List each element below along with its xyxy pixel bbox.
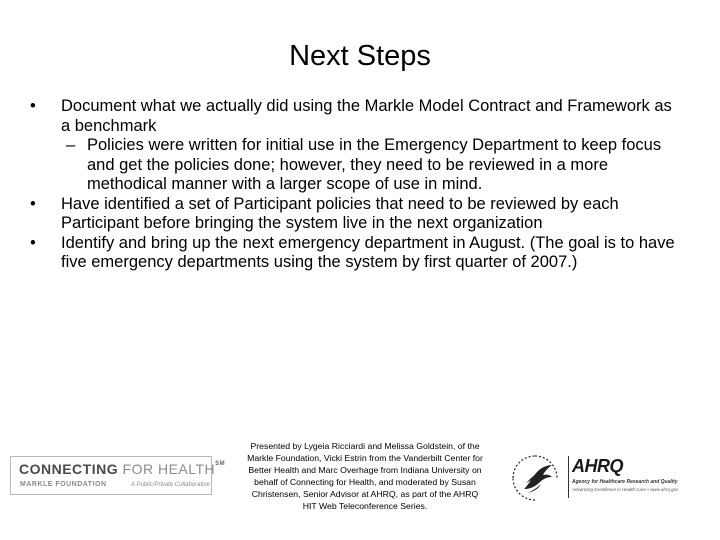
bullet-list [30, 97, 680, 273]
slide-title: Next Steps [289, 40, 431, 72]
ahrq-agency-name: Agency for Healthcare Research and Quality [572, 479, 678, 485]
bullet-item [30, 234, 680, 273]
credit-line: Better Health and Marc Overhage from Indiana University on [248, 465, 482, 475]
bullet-mark: • [30, 233, 36, 252]
ahrq-acronym: AHRQ [572, 456, 623, 476]
sub-bullet-item [30, 136, 680, 195]
bullet-mark: • [30, 194, 36, 213]
credit-line: Presented by Lygeia Ricciardi and Melissa Goldstein, of the [250, 441, 480, 451]
sub-bullet-text: Policies were written for initial use in the Emergency Department to keep focus and get the policies done; however, they need to be reviewed in a more methodical manner with a larger scope of use in mind. [87, 136, 662, 193]
presenter-credits [226, 440, 504, 512]
logo-markle-foundation: MARKLE FOUNDATION [20, 481, 107, 488]
logo-tagline: A Public/Private Collaborative [131, 482, 210, 488]
ahrq-tagline: Advancing Excellence in Health Care • www.ahrq.gov [572, 487, 679, 492]
logo-word-connecting: CONNECTING [19, 461, 119, 477]
ahrq-logo [568, 456, 713, 498]
credit-line: HIT Web Teleconference Series. [302, 501, 428, 511]
bullet-text: Have identified a set of Participant policies that need to be reviewed by each Participant before bringing the system live in the next organization [61, 194, 619, 232]
bullet-mark: • [30, 97, 36, 115]
logo-word-for-health: FOR HEALTH [122, 461, 216, 477]
hhs-eagle-icon [510, 453, 560, 503]
credit-line: behalf of Connecting for Health, and moderated by Susan [254, 477, 476, 487]
connecting-for-health-logo [10, 456, 226, 495]
bullet-item [30, 97, 680, 136]
logo-trademark: SM [215, 461, 226, 467]
sub-bullet-mark: – [66, 136, 76, 154]
bullet-item [30, 195, 680, 234]
bullet-text: Document what we actually did using the Markle Model Contract and Framework as a benchmark [61, 97, 672, 135]
ahrq-divider [568, 456, 569, 498]
credit-line: Markle Foundation, Vicki Estrin from the Vanderbilt Center for [247, 453, 483, 463]
bullet-text: Identify and bring up the next emergency department in August. (The goal is to have five emergency departments using the system by first quarter of 2007.) [61, 233, 675, 271]
credit-line: Christensen, Senior Advisor at AHRQ, as part of the AHRQ [251, 489, 479, 499]
